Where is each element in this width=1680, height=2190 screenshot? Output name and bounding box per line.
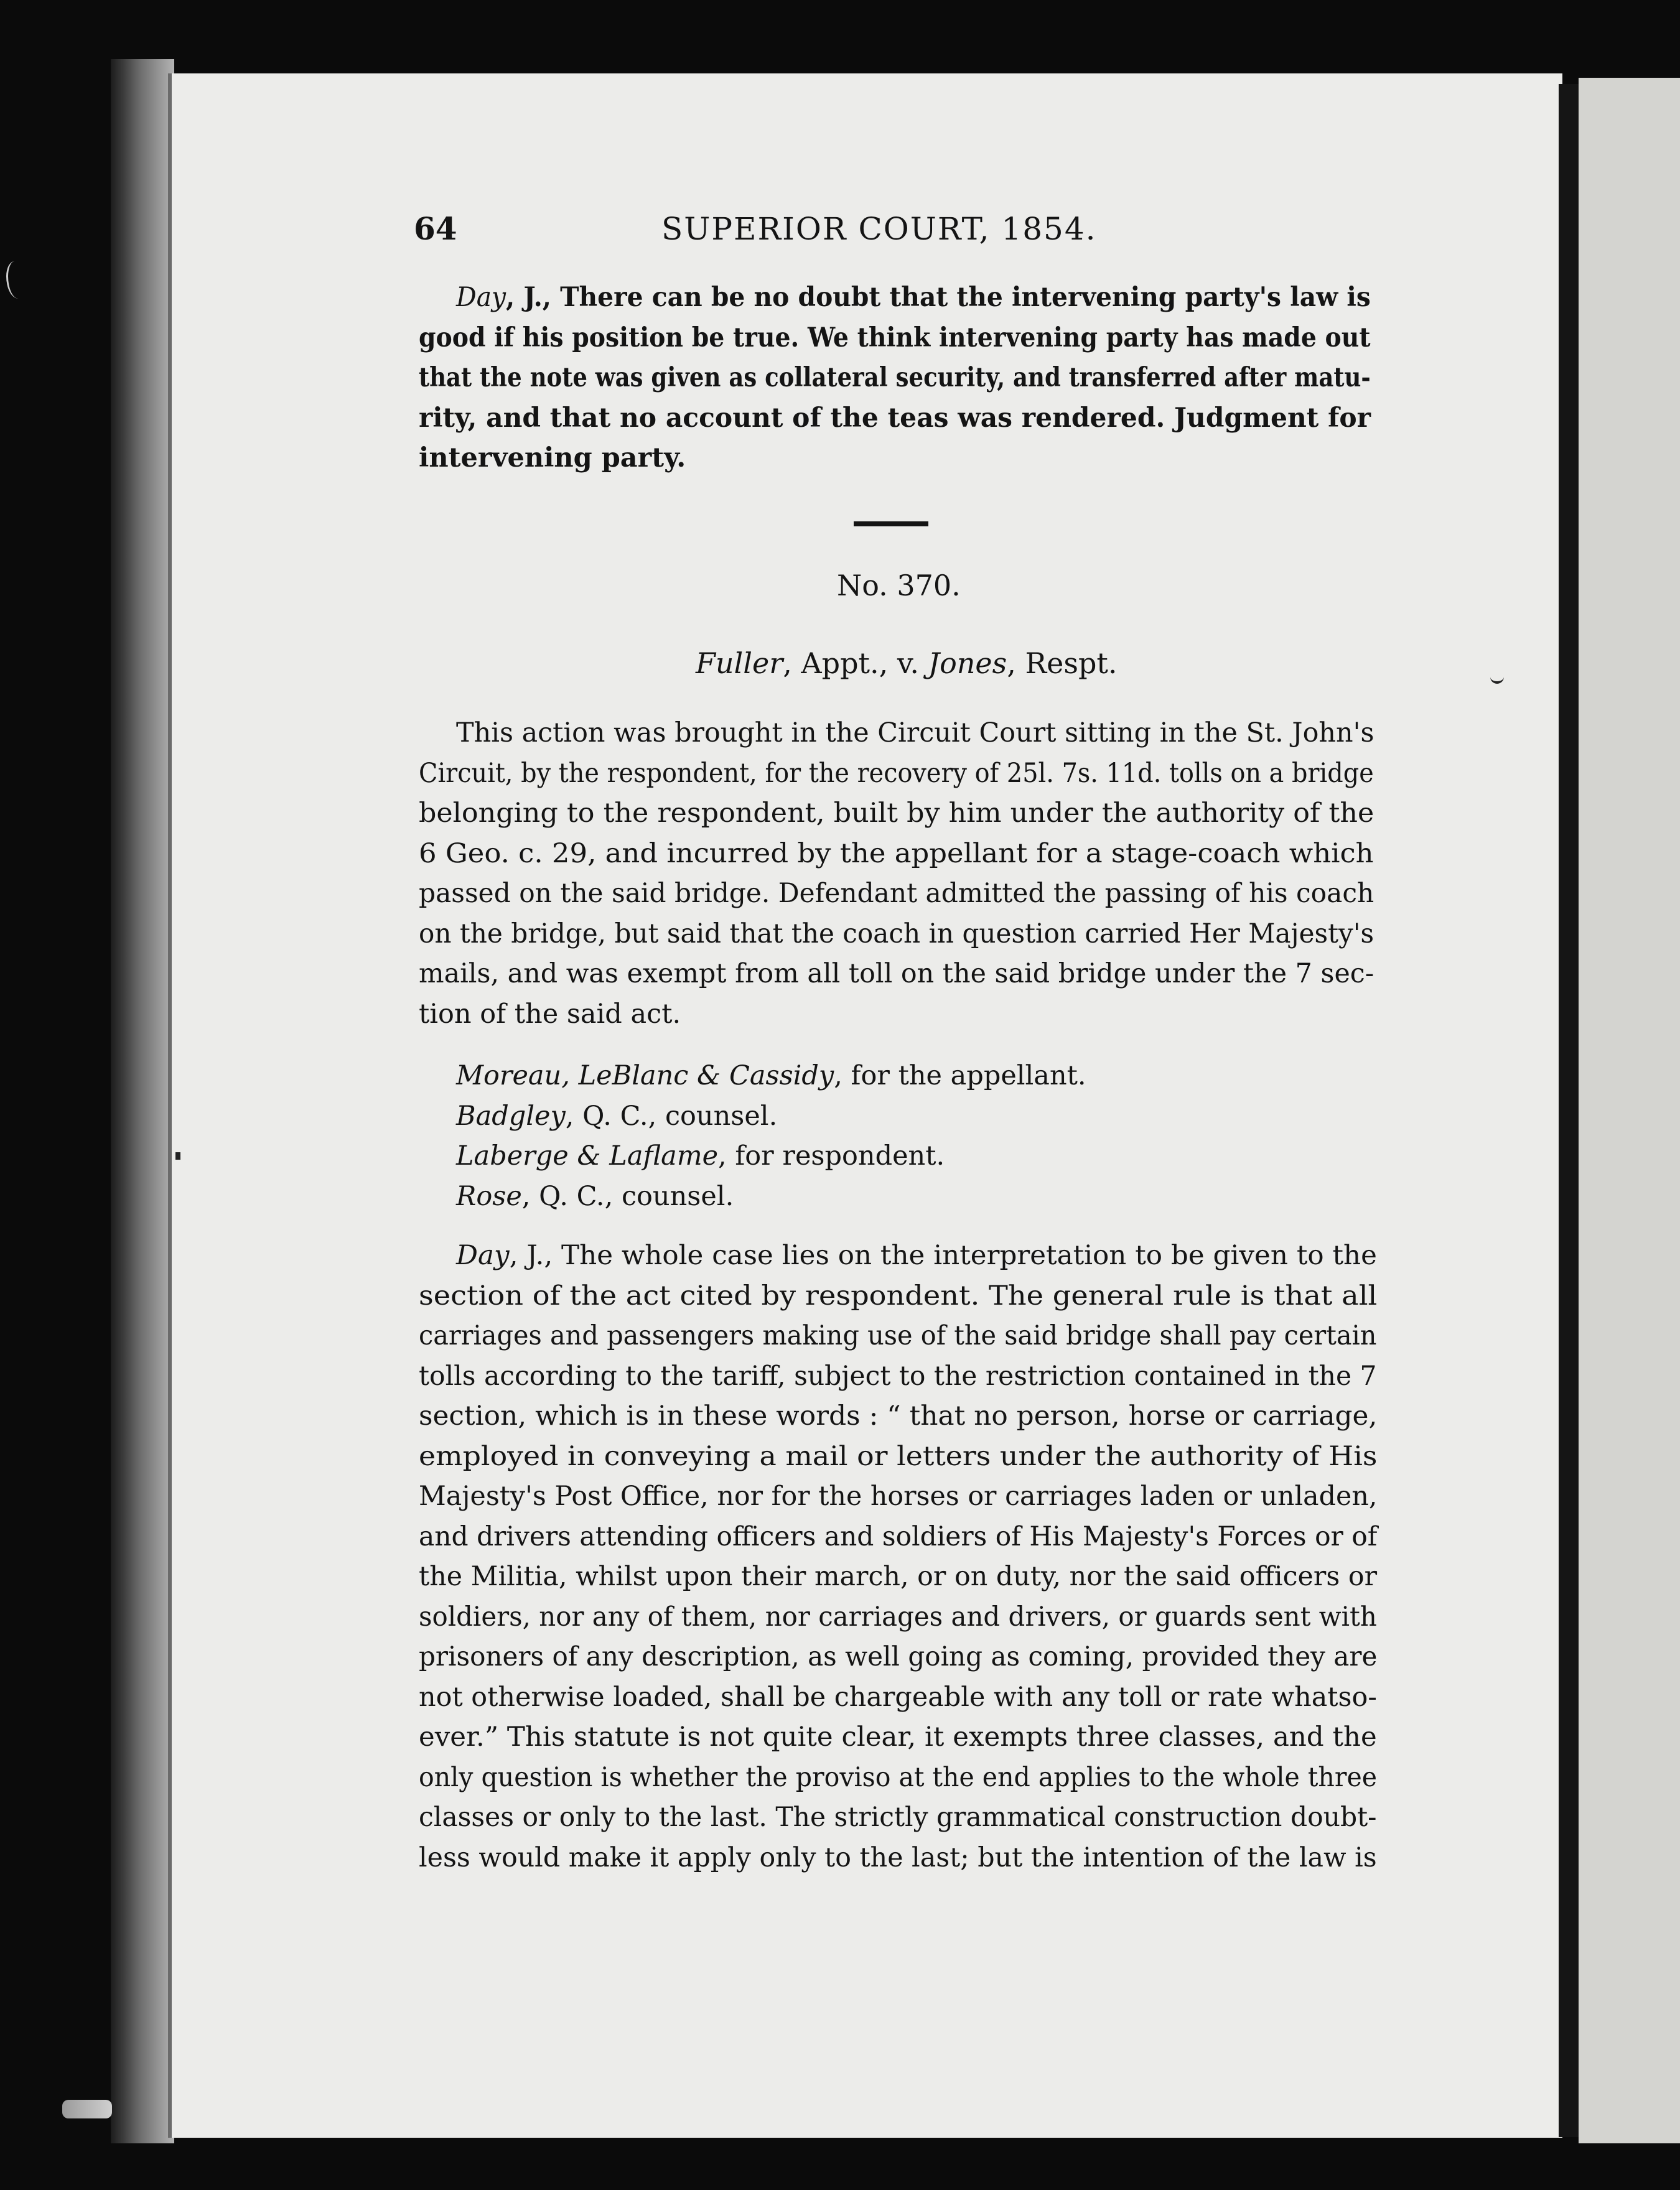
line-text: only question is whether the proviso at the end applies to the whole three <box>419 1761 1378 1793</box>
counsel-entry <box>456 1140 945 1172</box>
line-text: prisoners of any description, as well going as coming, provided they are <box>419 1641 1378 1672</box>
text-line <box>419 1483 1377 1510</box>
counsel-role: , Q. C., counsel. <box>521 1180 734 1212</box>
line-text: Circuit, by the respondent, for the recovery of 25l. 7s. 11d. tolls on a bridge <box>419 757 1374 789</box>
counsel-role: , for the appellant. <box>834 1060 1086 1091</box>
line-text: tion of the said act. <box>419 998 681 1030</box>
line-text: the Militia, whilst upon their march, or on duty, nor the said officers or <box>419 1561 1378 1592</box>
text-line <box>419 757 1374 789</box>
appellant-label: , Appt., v. <box>783 646 928 680</box>
counsel-names: Moreau, LeBlanc & Cassidy <box>456 1060 834 1091</box>
line-text: 6 Geo. c. 29, and incurred by the appellant for a stage-coach which <box>419 837 1374 869</box>
page-shadow-edge <box>1559 84 1579 2137</box>
judge-name: Day <box>456 282 506 313</box>
line-text: that the note was given as collateral security, and transferred after matu- <box>419 362 1371 393</box>
line-text: not otherwise loaded, shall be chargeable with any toll or rate whatso- <box>419 1681 1377 1713</box>
respondent-name: Jones <box>928 646 1007 680</box>
line-text: section of the act cited by respondent. The general rule is that all <box>419 1280 1378 1312</box>
line-text: carriages and passengers making use of the said bridge shall pay certain <box>419 1320 1377 1351</box>
section-divider <box>854 521 928 526</box>
running-head: SUPERIOR COURT, 1854. <box>661 211 1097 247</box>
text-line <box>419 918 1374 949</box>
text-line <box>419 1601 1377 1633</box>
adjacent-page-edge <box>1579 78 1680 2143</box>
text-line <box>419 1641 1378 1672</box>
text-line <box>456 1242 1377 1269</box>
text-line <box>419 1563 1377 1590</box>
line-text: intervening party. <box>419 442 686 473</box>
line-text: classes or only to the last. The strictly grammatical construction doubt- <box>419 1802 1377 1833</box>
text-line <box>419 880 1374 907</box>
line-text: on the bridge, but said that the coach in question carried Her Majesty's <box>419 918 1374 949</box>
line-text: rity, and that no account of the teas was rendered. Judgment for <box>419 402 1371 434</box>
line-text: good if his position be true. We think intervening party has made out <box>419 322 1371 353</box>
text-line <box>419 1320 1377 1351</box>
text-line <box>419 322 1371 353</box>
counsel-entry <box>456 1180 734 1212</box>
film-speck <box>62 2100 112 2118</box>
case-number: No. 370. <box>837 569 961 602</box>
ink-mark <box>175 1152 180 1160</box>
counsel-names: Badgley <box>456 1100 566 1132</box>
text-line <box>419 362 1371 393</box>
line-text: and drivers attending officers and soldiers of His Majesty's Forces or of <box>419 1521 1378 1552</box>
text-line <box>419 1280 1378 1312</box>
line-text: soldiers, nor any of them, nor carriages and drivers, or guards sent with <box>419 1601 1377 1633</box>
text-line <box>419 1681 1377 1713</box>
line-text: section, which is in these words : “ that no person, horse or carriage, <box>419 1400 1378 1432</box>
text-line <box>419 1400 1378 1432</box>
text-line <box>419 800 1374 827</box>
respondent-label: , Respt. <box>1007 646 1118 680</box>
text-line <box>419 402 1371 434</box>
counsel-entry <box>456 1060 1086 1091</box>
line-text: employed in conveying a mail or letters under the authority of His <box>419 1440 1378 1472</box>
line-text: tolls according to the tariff, subject to the restriction contained in the 7 <box>419 1360 1377 1392</box>
text-line <box>419 837 1374 869</box>
text-line <box>456 717 1374 748</box>
line-text: passed on the said bridge. Defendant admitted the passing of his coach <box>419 878 1374 909</box>
line-text: ever.” This statute is not quite clear, it exempts three classes, and the <box>419 1722 1377 1753</box>
line-text: belonging to the respondent, built by him under the authority of the <box>419 798 1374 829</box>
counsel-names: Rose <box>456 1180 522 1212</box>
line-text: mails, and was exempt from all toll on the said bridge under the 7 sec- <box>419 958 1374 989</box>
line-text: , J., The whole case lies on the interpretation to be given to the <box>509 1240 1377 1271</box>
line-text: less would make it apply only to the last; but the intention of the law is <box>419 1842 1377 1873</box>
text-line <box>419 958 1374 989</box>
text-line <box>419 998 681 1030</box>
line-text: This action was brought in the Circuit Court sitting in the St. John's <box>456 717 1374 748</box>
text-line <box>456 284 1371 311</box>
line-text: Majesty's Post Office, nor for the horses or carriages laden or unladen, <box>419 1481 1378 1512</box>
text-line <box>419 1521 1378 1552</box>
page-number: 64 <box>414 210 457 247</box>
judge-name: Day <box>456 1240 510 1271</box>
text-line <box>419 1360 1377 1392</box>
line-text: , J., There can be no doubt that the intervening party's law is <box>506 282 1371 313</box>
counsel-entry <box>456 1100 778 1132</box>
text-line <box>419 1440 1378 1472</box>
appellant-name: Fuller <box>696 646 783 680</box>
text-line <box>419 1724 1377 1751</box>
text-line <box>419 1761 1378 1793</box>
text-line <box>419 442 686 473</box>
counsel-role: , Q. C., counsel. <box>565 1100 778 1132</box>
counsel-names: Laberge & Laflame <box>456 1140 719 1172</box>
film-scratch <box>6 261 27 299</box>
book-gutter-edge <box>111 59 174 2143</box>
text-line <box>419 1842 1377 1873</box>
counsel-role: , for respondent. <box>718 1140 945 1172</box>
text-line <box>419 1804 1376 1831</box>
case-title <box>696 646 1118 680</box>
